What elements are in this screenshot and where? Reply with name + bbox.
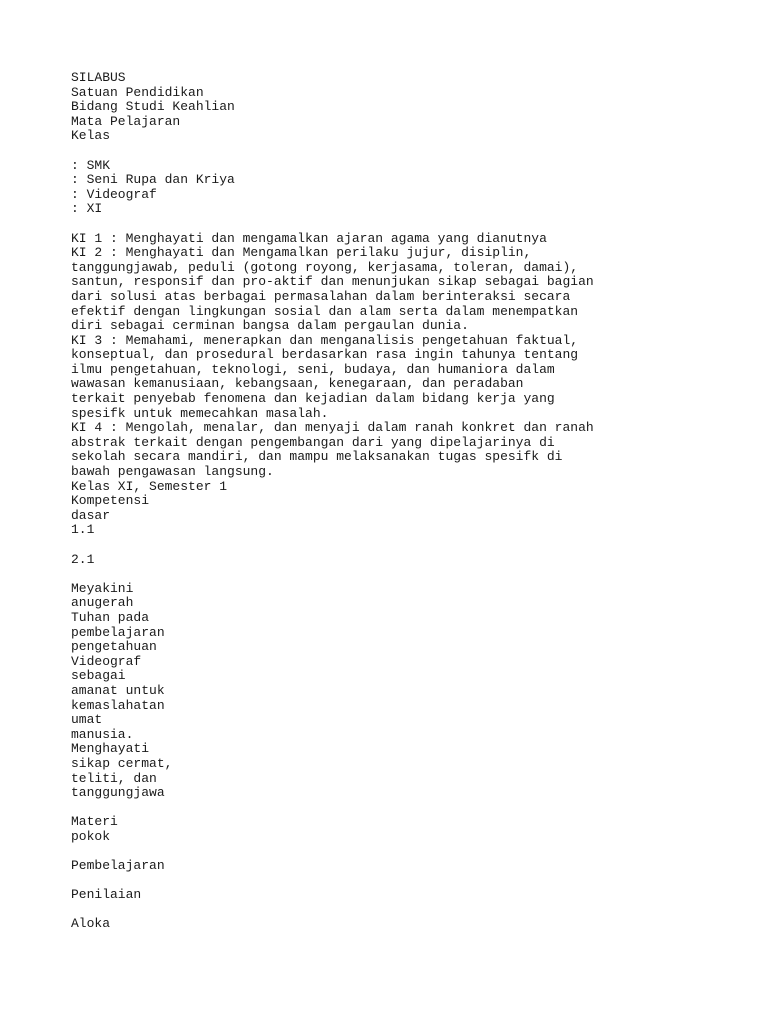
ki-line: spesifk untuk memecahkan masalah.	[71, 405, 329, 421]
spacer	[71, 874, 731, 889]
ki-line: sekolah secara mandiri, dan mampu melaksanakan tugas spesifk di	[71, 449, 563, 465]
value-mata-pelajaran: : Videograf	[71, 186, 157, 202]
ki-line: KI 3 : Memahami, menerapkan dan menganalisis pengetahuan faktual,	[71, 332, 579, 348]
semester-heading: Kelas XI, Semester 1	[71, 478, 228, 494]
document-page	[71, 71, 731, 932]
kd-text: Meyakini	[71, 580, 134, 596]
ki-line: wawasan kemanusiaan, kebangsaan, kenegaraan, dan peradaban	[71, 376, 524, 392]
ki-line: tanggungjawab, peduli (gotong royong, kerjasama, toleran, damai),	[71, 259, 579, 275]
kd-text: sebagai	[71, 668, 126, 684]
ki-line: ilmu pengetahuan, teknologi, seni, budaya, dan humaniora dalam	[71, 361, 555, 377]
label-mata-pelajaran: Mata Pelajaran	[71, 113, 181, 129]
value-satuan-pendidikan: : SMK	[71, 157, 111, 173]
ki-line: KI 2 : Menghayati dan Mengamalkan perilaku jujur, disiplin,	[71, 245, 532, 261]
doc-title: SILABUS	[71, 70, 126, 85]
penilaian-heading: Penilaian	[71, 887, 142, 903]
kd-text: Videograf	[71, 653, 142, 669]
kd-text: sikap cermat,	[71, 755, 173, 771]
ki-line: KI 1 : Menghayati dan mengamalkan ajaran agama yang dianutnya	[71, 230, 547, 246]
kd-text: pengetahuan	[71, 639, 157, 655]
spacer	[71, 801, 731, 816]
ki-line: bawah pengawasan langsung.	[71, 464, 274, 480]
ki-line: terkait penyebab fenomena dan kejadian dalam bidang kerja yang	[71, 391, 555, 407]
kd-text: Menghayati	[71, 741, 150, 757]
spacer	[71, 217, 731, 232]
ki-line: abstrak terkait dengan pengembangan dari yang dipelajarinya di	[71, 434, 555, 450]
materi-heading: pokok	[71, 828, 111, 844]
ki-line: santun, responsif dan pro-aktif dan menunjukan sikap sebagai bagian	[71, 274, 594, 290]
kd-text: umat	[71, 712, 103, 728]
spacer	[71, 844, 731, 859]
alokasi-heading: Aloka	[71, 916, 111, 932]
label-kelas: Kelas	[71, 128, 111, 144]
kd-text: amanat untuk	[71, 682, 165, 698]
kd-text: teliti, dan	[71, 770, 157, 786]
ki-line: diri sebagai cerminan bangsa dalam pergaulan dunia.	[71, 318, 469, 334]
kd-heading: dasar	[71, 507, 111, 523]
kd-number: 2.1	[71, 551, 95, 567]
kd-text: kemaslahatan	[71, 697, 165, 713]
kd-text: Tuhan pada	[71, 609, 150, 625]
spacer	[71, 144, 731, 159]
label-bidang-studi: Bidang Studi Keahlian	[71, 99, 235, 115]
kd-heading: Kompetensi	[71, 493, 150, 509]
kd-text: tanggungjawa	[71, 785, 165, 801]
spacer	[71, 903, 731, 918]
kd-text: manusia.	[71, 726, 134, 742]
spacer	[71, 567, 731, 582]
ki-line: efektif dengan lingkungan sosial dan alam serta dalam menempatkan	[71, 303, 579, 319]
spacer	[71, 538, 731, 553]
kd-number: 1.1	[71, 522, 95, 538]
value-bidang-studi: : Seni Rupa dan Kriya	[71, 172, 235, 188]
pembelajaran-heading: Pembelajaran	[71, 858, 165, 874]
ki-line: konseptual, dan prosedural berdasarkan rasa ingin tahunya tentang	[71, 347, 579, 363]
kd-text: pembelajaran	[71, 624, 165, 640]
value-kelas: : XI	[71, 201, 103, 217]
kd-text: anugerah	[71, 595, 134, 611]
ki-line: dari solusi atas berbagai permasalahan dalam berinteraksi secara	[71, 288, 571, 304]
ki-line: KI 4 : Mengolah, menalar, dan menyaji dalam ranah konkret dan ranah	[71, 420, 594, 436]
label-satuan-pendidikan: Satuan Pendidikan	[71, 84, 204, 100]
materi-heading: Materi	[71, 814, 118, 830]
